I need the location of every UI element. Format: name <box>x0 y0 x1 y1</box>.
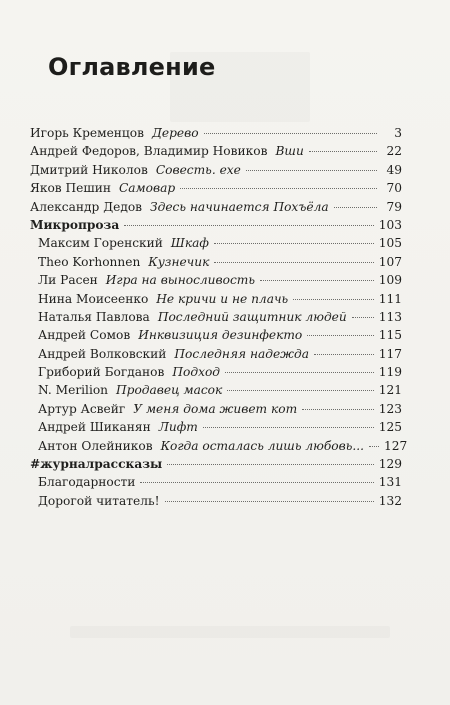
toc-page-number: 117 <box>378 346 402 361</box>
dot-leader <box>180 188 377 189</box>
toc-author: Андрей Волковский <box>38 346 167 361</box>
toc-page-number: 123 <box>378 401 402 416</box>
toc-section-title: #журналрассказы <box>30 457 163 472</box>
toc-page-number: 131 <box>378 475 402 490</box>
toc-work-title: Кузнечик <box>148 254 210 269</box>
toc-page-number: 107 <box>378 254 402 269</box>
dot-leader <box>369 446 379 447</box>
toc-page-number: 129 <box>378 457 402 472</box>
toc-author: Андрей Федоров, Владимир Новиков <box>30 144 268 159</box>
toc-work-title: Самовар <box>118 181 176 196</box>
dot-leader <box>165 501 374 502</box>
toc-section-title: Микропроза <box>30 217 120 232</box>
toc-entry <box>30 292 402 310</box>
toc-page-number: 79 <box>386 199 402 214</box>
toc-work-title: Последняя надежда <box>174 346 310 361</box>
toc-author: Антон Олейников <box>38 438 153 453</box>
toc-work-title: Шкаф <box>170 236 209 251</box>
toc-page-number: 119 <box>378 365 402 380</box>
toc-author: Игорь Кременцов <box>30 126 144 140</box>
toc-entry <box>30 200 402 218</box>
toc-page-number: 127 <box>383 438 408 453</box>
dot-leader <box>302 409 374 410</box>
toc-entry <box>30 420 402 438</box>
toc-work-title: Инквизиция дезинфекто <box>138 328 303 343</box>
toc-author: Дорогой читатель! <box>38 493 160 508</box>
dot-leader <box>307 335 373 336</box>
dot-leader <box>293 299 374 300</box>
dot-leader <box>309 151 377 152</box>
toc-work-title: Дерево <box>151 126 199 140</box>
toc-entry <box>30 273 402 291</box>
toc-work-title: Совесть. exe <box>155 162 241 177</box>
dot-leader <box>203 427 374 428</box>
toc-page-number: 109 <box>378 273 402 288</box>
toc-entry <box>30 347 402 365</box>
toc-author: Ли Расен <box>38 273 98 288</box>
dot-leader <box>124 225 374 226</box>
toc-author: Андрей Шиканян <box>38 420 151 435</box>
dot-leader <box>314 354 374 355</box>
toc-author: Дмитрий Николов <box>30 162 148 177</box>
toc-author: Андрей Сомов <box>38 328 131 343</box>
dot-leader <box>167 464 374 465</box>
toc-author: Наталья Павлова <box>38 309 150 324</box>
toc-work-title: Вши <box>275 144 304 159</box>
page-title: Оглавление <box>48 53 216 81</box>
toc-entry <box>30 494 402 512</box>
toc-entry <box>30 163 402 181</box>
toc-entry <box>30 310 402 328</box>
toc-page-number: 125 <box>378 420 402 435</box>
dot-leader <box>227 390 373 391</box>
dot-leader <box>214 262 373 263</box>
toc-page-number: 113 <box>378 309 402 324</box>
toc-work-title: Когда осталась лишь любовь... <box>160 438 364 453</box>
toc-page-number: 132 <box>378 493 402 508</box>
toc-entry <box>30 328 402 346</box>
dot-leader <box>334 207 377 208</box>
toc-entry <box>30 383 402 401</box>
toc-author: Благодарности <box>38 475 136 490</box>
toc-work-title: Лифт <box>158 420 198 435</box>
toc-entry <box>30 255 402 273</box>
toc-author: Theo Korhonnen <box>38 254 141 269</box>
toc-page-number: 111 <box>378 291 402 306</box>
dot-leader <box>204 133 377 134</box>
table-of-contents <box>30 126 408 512</box>
toc-page-number: 70 <box>386 181 402 196</box>
toc-section <box>30 457 402 475</box>
toc-work-title: Не кричи и не плачь <box>156 291 289 306</box>
toc-author: Артур Асвейг <box>38 401 126 416</box>
toc-author: Яков Пешин <box>30 181 111 196</box>
toc-entry <box>30 144 402 162</box>
show-through-text <box>70 626 390 638</box>
dot-leader <box>246 170 377 171</box>
toc-entry <box>30 181 402 199</box>
toc-page-number: 103 <box>378 217 402 232</box>
toc-work-title: Здесь начинается Похъёла <box>150 199 329 214</box>
toc-page-number: 115 <box>378 328 402 343</box>
toc-work-title: Продавец масок <box>116 383 223 398</box>
toc-entry <box>30 438 408 457</box>
dot-leader <box>352 317 374 318</box>
toc-work-title: Последний защитник людей <box>157 309 347 324</box>
toc-author: Гриборий Богданов <box>38 365 165 380</box>
toc-section <box>30 218 402 236</box>
toc-page-number: 3 <box>394 126 402 140</box>
dot-leader <box>214 243 374 244</box>
toc-author: Нина Моисеенко <box>38 291 149 306</box>
dot-leader <box>140 482 373 483</box>
toc-author: Максим Горенский <box>38 236 163 251</box>
toc-entry <box>30 126 402 144</box>
toc-entry <box>30 475 402 493</box>
toc-work-title: Подход <box>172 365 221 380</box>
toc-entry <box>30 236 402 254</box>
toc-entry <box>30 402 402 420</box>
dot-leader <box>260 280 374 281</box>
toc-page-number: 121 <box>378 383 402 398</box>
toc-author: Александр Дедов <box>30 199 143 214</box>
toc-page-number: 105 <box>378 236 402 251</box>
toc-work-title: У меня дома живет кот <box>133 401 298 416</box>
toc-work-title: Игра на выносливость <box>105 273 255 288</box>
toc-page-number: 22 <box>386 144 402 159</box>
toc-page-number: 49 <box>386 162 402 177</box>
toc-author: N. Merilion <box>38 383 109 398</box>
toc-entry <box>30 365 402 383</box>
dot-leader <box>225 372 374 373</box>
